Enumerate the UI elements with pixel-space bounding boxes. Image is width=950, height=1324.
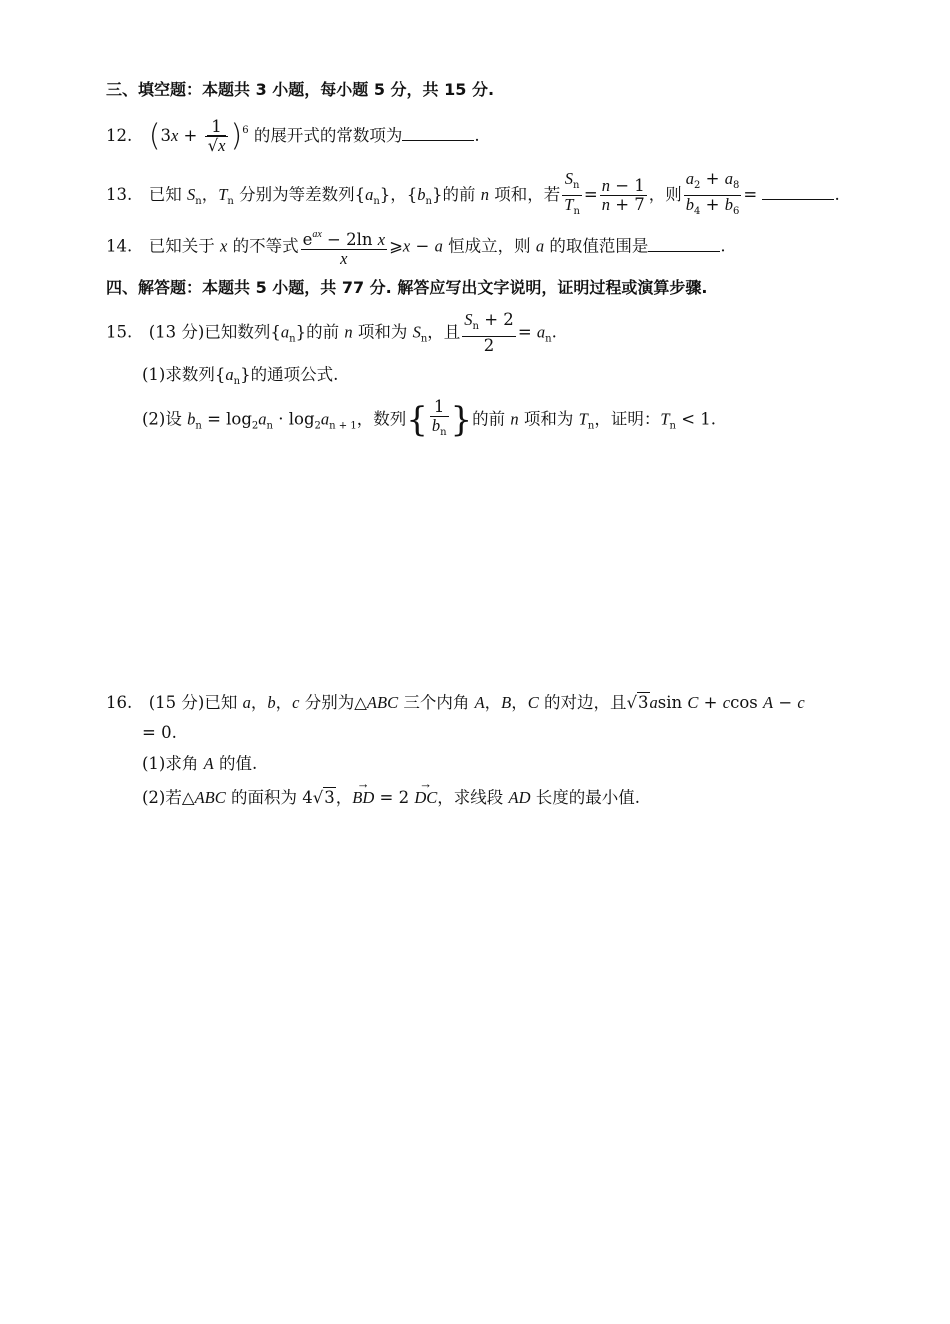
q13-answer-blank[interactable] [762, 185, 834, 200]
q16-number: 16. [106, 693, 133, 712]
q15-fraction: $\frac{S_n + 2}{2}$ [464, 310, 514, 355]
q12-end: . [474, 126, 480, 145]
section-3-header: 三、填空题：本题共 3 小题，每小题 5 分，共 15 分. [106, 80, 495, 99]
q16-part-1-label: (1) [142, 754, 166, 773]
q15-part-1-label: (1) [142, 365, 166, 384]
q12-text: 的展开式的常数项为 [253, 126, 403, 145]
question-13: 13. 已知 $S_n$，$T_n$ 分别为等差数列$\{a_n\}$，$\{b_n\}$的前 n 项和，若 $\frac{S_n}{T_n}$ = $\frac{n - 1}{n + 7}$ ，则 $\frac{a_2 + a_8}{b_4 + b_6}$ = . [106, 170, 840, 221]
q16-part-2: (2)若△ABC 的面积为 4√3，→ BD = 2 → DC，求线段 AD 长度的最小值. [142, 787, 640, 809]
q16-part-2-text-3: ，求线段 [437, 788, 504, 807]
q15-part-2-text-3: 的前 [472, 409, 506, 429]
q16-text-2: 分别为△ [304, 693, 367, 712]
q14-fraction: $\frac{e^{ax} - 2\ln x}{x}$ [301, 226, 388, 268]
q16-text-4: 的对边，且 [544, 693, 627, 712]
q16-part-2-label: (2) [142, 788, 166, 807]
q16-text-3: 三个内角 [403, 693, 470, 712]
q15-part-2: (2)设 $b_n = \log_2a_n \cdot \log_2a_{n + 1}$，数列{ $\frac{1}{b_n}$ }的前 n 项和为 $T_n$，证明：$T_n < 1$. [142, 397, 717, 440]
q16-part-1-text-2: 的值. [218, 754, 258, 773]
q13-text-5: 则 [665, 185, 682, 204]
q12-number: 12. [106, 126, 133, 145]
q14-text-2: 的不等式 [232, 236, 299, 256]
section-4-header: 四、解答题：本题共 5 小题，共 77 分. 解答应写出文字说明，证明过程或演算步骤. [106, 278, 708, 297]
q14-number: 14. [106, 236, 133, 256]
q15-text-4: ，且 [427, 322, 461, 342]
question-15: 15. (13 分)已知数列$\{a_n\}$的前 n 项和为 $S_n$，且 $\frac{S_n + 2}{2}$ = $a_n$. [106, 310, 557, 355]
q15-part-1-text: 求数列 [165, 365, 215, 384]
q15-part-2-text-4: 项和为 [523, 409, 574, 429]
q15-text-3: 项和为 [357, 322, 408, 342]
q13-fraction-st: $\frac{S_n}{T_n}$ [564, 169, 580, 217]
q13-text-2: 分别为等差数列 [239, 185, 355, 204]
q16-part-1-text: 求角 [165, 754, 199, 773]
question-12 [106, 118, 480, 160]
q15-score: (13 分) [148, 322, 205, 342]
q15-part-2-text-1: 设 [165, 409, 182, 429]
q15-text-2: 的前 [306, 322, 340, 342]
q15-part-1-text-2: 的通项公式. [250, 365, 339, 384]
q14-end: . [720, 236, 726, 256]
question-16: 16. (15 分)已知 a，b，c 分别为△ABC 三个内角 A，B，C 的对边，且√3asin C + ccos A − c [106, 693, 805, 712]
q15-part-2-text-2: ，数列 [356, 409, 407, 429]
q16-part-1: (1)求角 A 的值. [142, 754, 258, 773]
q16-part-2-text-4: 长度的最小值. [535, 788, 640, 807]
q16-part-2-text-1: 若△ [165, 788, 195, 807]
q13-text-4: 项和，若 [494, 185, 561, 204]
q14-text-4: 的取值范围是 [549, 236, 649, 256]
q14-answer-blank[interactable] [648, 237, 720, 252]
q16-score: (15 分) [148, 693, 205, 712]
q13-end: . [834, 185, 840, 204]
q16-text-1: 已知 [204, 693, 238, 712]
q16-stem-line-2: = 0. [142, 723, 177, 742]
q12-answer-blank[interactable] [402, 126, 474, 141]
q13-fraction-ab: $\frac{a_2 + a_8}{b_4 + b_6}$ [685, 169, 740, 217]
q14-text-1: 已知关于 [148, 236, 215, 256]
q15-part-1: (1)求数列$\{a_n\}$的通项公式. [142, 365, 339, 387]
q15-text-1: 已知数列 [204, 322, 271, 342]
q13-number: 13. [106, 185, 133, 204]
q13-text-3: 的前 [442, 185, 476, 204]
q12-formula: (3x + $\frac{1}{√x}$ )$^6$ [148, 117, 249, 155]
question-14: 14. 已知关于 x 的不等式 $\frac{e^{ax} - 2\ln x}{x}$ ⩾x − a 恒成立，则 a 的取值范围是 . [106, 226, 726, 268]
q13-fraction-n: $\frac{n - 1}{n + 7}$ [601, 176, 645, 214]
q14-text-3: 恒成立，则 [448, 236, 531, 256]
q13-text-1: 已知 [148, 185, 182, 204]
q15-part-2-label: (2) [142, 409, 166, 429]
q15-part-2-text-5: ，证明： [594, 409, 661, 429]
q15-number: 15. [106, 322, 133, 342]
q16-part-2-text-2: 的面积为 4 [231, 788, 313, 807]
